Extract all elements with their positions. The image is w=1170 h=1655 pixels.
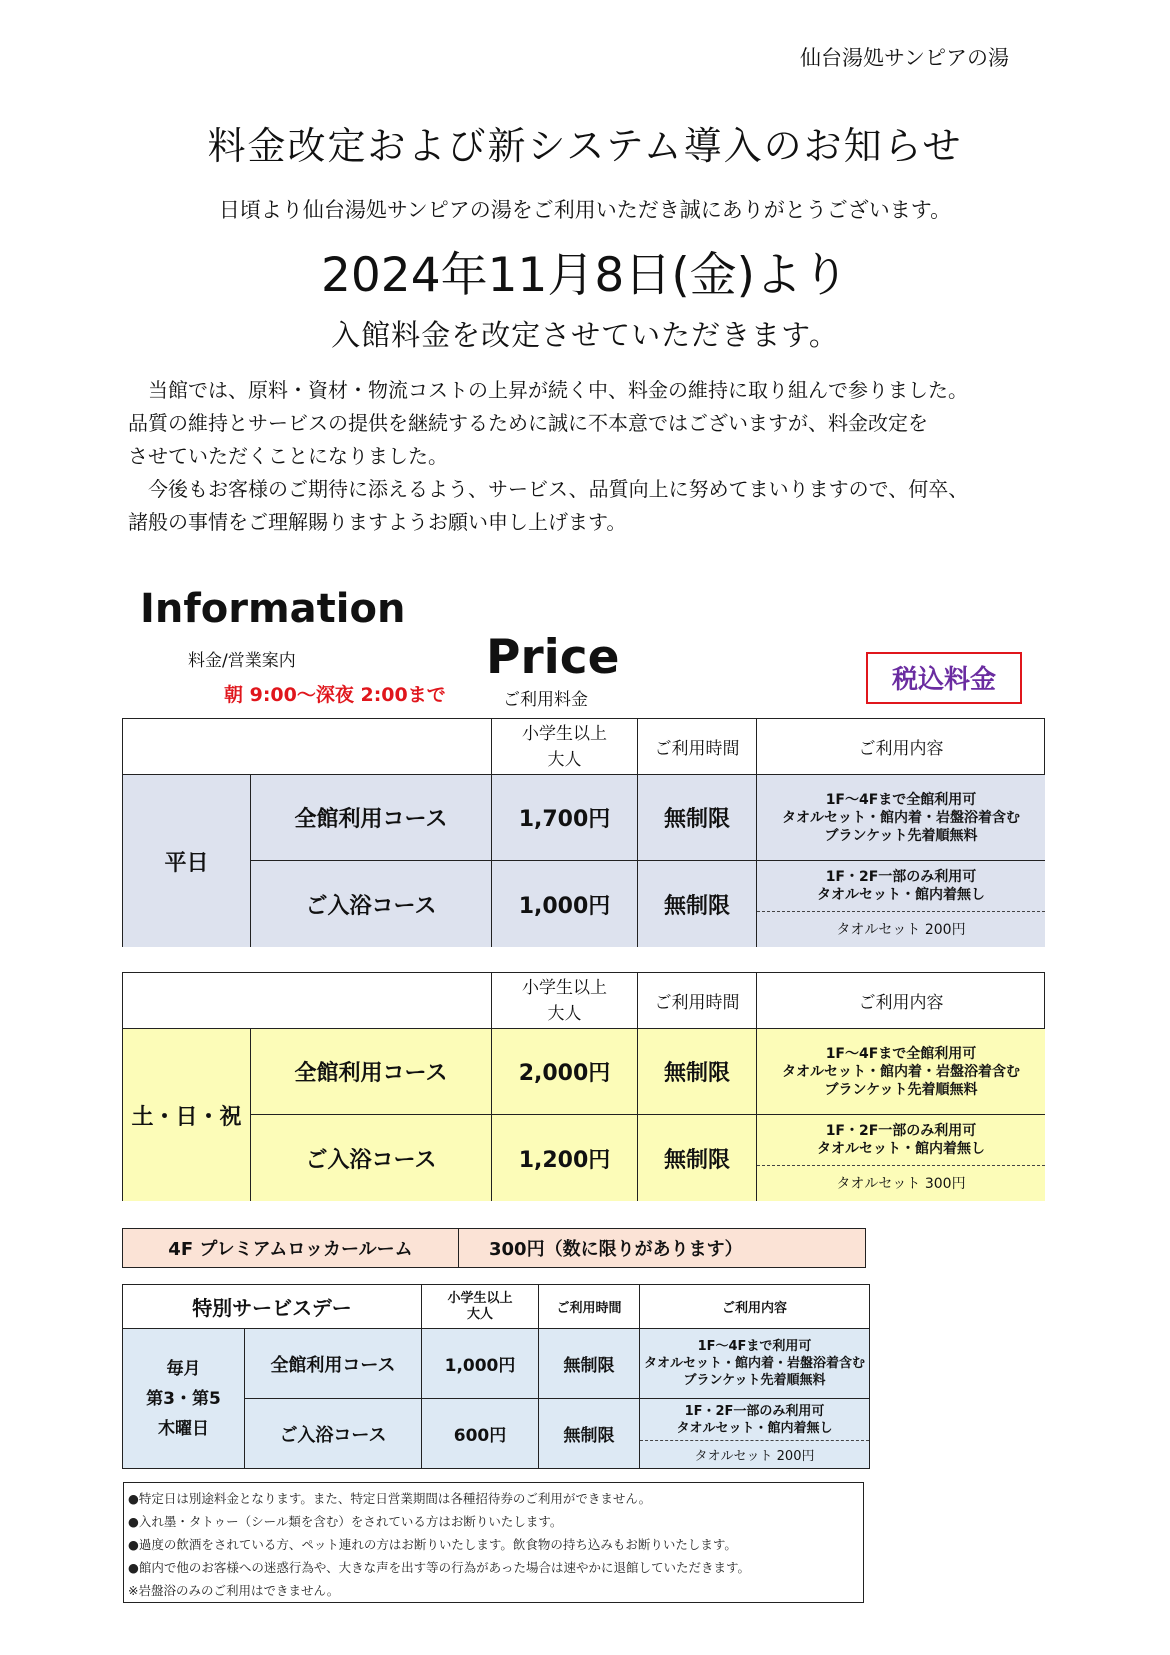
detail-line: ブランケット先着順無料 xyxy=(683,1373,826,1388)
course-name: ご入浴コース xyxy=(251,861,492,947)
note-line: ●特定日は別途料金となります。また、特定日営業期間は各種招待券のご利用ができません。 xyxy=(128,1491,652,1506)
detail-line: 1F～4Fまで利用可 xyxy=(697,1339,812,1354)
body-line: 品質の維持とサービスの提供を継続するために誠に不本意ではございますが、料金改定を xyxy=(128,411,928,435)
price-subtitle: ご利用料金 xyxy=(503,690,588,710)
course-price: 2,000円 xyxy=(492,1029,638,1115)
special-label-line: 第3・第5 xyxy=(146,1388,221,1409)
header-content: ご利用内容 xyxy=(757,719,1045,775)
detail-line: タオルセット・館内着・岩盤浴着含む xyxy=(643,1356,865,1371)
course-price: 1,200円 xyxy=(492,1115,638,1201)
header-age xyxy=(492,719,638,775)
header-time: ご利用時間 xyxy=(539,1285,640,1329)
page-title: 料金改定および新システム導入のお知らせ xyxy=(207,124,963,168)
special-title: 特別サービスデー xyxy=(123,1285,422,1329)
course-detail xyxy=(757,1029,1045,1115)
header-time: ご利用時間 xyxy=(638,719,757,775)
notes-box xyxy=(123,1482,864,1603)
price-heading: Price xyxy=(486,630,620,685)
detail-line: タオルセット・館内着無し xyxy=(817,1141,985,1157)
effective-date: 2024年11月8日(金)より xyxy=(321,248,849,303)
detail-line: タオルセット・館内着・岩盤浴着含む xyxy=(782,1063,1020,1080)
header-age-line2: 大人 xyxy=(547,749,582,770)
course-name: 全館利用コース xyxy=(251,775,492,861)
locker-label: 4F プレミアムロッカールーム xyxy=(123,1229,459,1267)
special-day-label xyxy=(123,1329,245,1468)
course-price: 1,700円 xyxy=(492,775,638,861)
header-age xyxy=(492,973,638,1029)
course-name: 全館利用コース xyxy=(245,1329,422,1399)
course-price: 1,000円 xyxy=(492,861,638,947)
course-time: 無制限 xyxy=(638,861,757,947)
note-line: ●入れ墨・タトゥー（シール類を含む）をされている方はお断りいたします。 xyxy=(128,1514,563,1529)
towel-price: タオルセット 200円 xyxy=(640,1441,869,1468)
detail-line: タオルセット・館内着・岩盤浴着含む xyxy=(782,809,1020,826)
towel-price: タオルセット 300円 xyxy=(757,1166,1045,1201)
detail-line: ブランケット先着順無料 xyxy=(824,827,978,844)
body-line: させていただくことになりました。 xyxy=(128,444,448,468)
greeting: 日頃より仙台湯処サンピアの湯をご利用いただき誠にありがとうございます。 xyxy=(218,198,952,222)
revision-notice: 入館料金を改定させていただきます。 xyxy=(331,318,839,352)
header-content: ご利用内容 xyxy=(757,973,1045,1029)
course-name: ご入浴コース xyxy=(251,1115,492,1201)
locker-row xyxy=(122,1228,866,1268)
course-price: 1,000円 xyxy=(422,1329,539,1399)
course-detail xyxy=(757,861,1045,912)
note-line: ※岩盤浴のみのご利用はできません。 xyxy=(128,1583,340,1598)
course-time: 無制限 xyxy=(638,775,757,861)
facility-name: 仙台湯処サンピアの湯 xyxy=(800,46,1009,70)
header-age-line1: 小学生以上 xyxy=(522,977,607,998)
course-time: 無制限 xyxy=(539,1399,640,1468)
header-blank xyxy=(123,973,492,1029)
header-age-line2: 大人 xyxy=(466,1306,493,1322)
header-age-line1: 小学生以上 xyxy=(522,723,607,744)
course-time: 無制限 xyxy=(638,1115,757,1201)
weekday-price-table xyxy=(122,718,1045,947)
course-time: 無制限 xyxy=(638,1029,757,1115)
course-detail xyxy=(640,1329,869,1399)
course-time: 無制限 xyxy=(539,1329,640,1399)
tax-included-badge: 税込料金 xyxy=(866,652,1022,704)
note-line: ●過度の飲酒をされている方、ペット連れの方はお断りいたします。飲食物の持ち込みもお断りいたします。 xyxy=(128,1537,737,1552)
header-time: ご利用時間 xyxy=(638,973,757,1029)
business-hours: 朝 9:00～深夜 2:00まで xyxy=(224,684,446,706)
header-blank xyxy=(123,719,492,775)
detail-line: 1F・2F一部のみ利用可 xyxy=(825,1123,977,1139)
information-subtitle: 料金/営業案内 xyxy=(188,651,296,671)
header-content: ご利用内容 xyxy=(640,1285,869,1329)
detail-line: 1F～4Fまで全館利用可 xyxy=(825,1045,977,1062)
towel-price: タオルセット 200円 xyxy=(757,912,1045,947)
special-day-table xyxy=(122,1284,870,1469)
course-name: ご入浴コース xyxy=(245,1399,422,1468)
day-label-weekday: 平日 xyxy=(123,775,251,947)
header-age-line1: 小学生以上 xyxy=(447,1290,513,1306)
body-text xyxy=(128,374,1128,539)
course-detail xyxy=(640,1399,869,1441)
detail-line: 1F～4Fまで全館利用可 xyxy=(825,791,977,808)
course-price: 600円 xyxy=(422,1399,539,1468)
day-label-holiday: 土・日・祝 xyxy=(123,1029,251,1201)
detail-line: タオルセット・館内着無し xyxy=(676,1420,833,1436)
detail-line: ブランケット先着順無料 xyxy=(824,1081,978,1098)
body-line: 当館では、原料・資材・物流コストの上昇が続く中、料金の維持に取り組んで参りました。 xyxy=(128,378,968,402)
information-heading: Information xyxy=(140,586,406,632)
course-name: 全館利用コース xyxy=(251,1029,492,1115)
header-age-line2: 大人 xyxy=(547,1003,582,1024)
special-label-line: 木曜日 xyxy=(158,1418,209,1439)
note-line: ●館内で他のお客様への迷惑行為や、大きな声を出す等の行為があった場合は速やかに退館していただきます。 xyxy=(128,1560,751,1575)
course-detail xyxy=(757,1115,1045,1166)
special-label-line: 毎月 xyxy=(166,1358,201,1379)
body-line: 今後もお客様のご期待に添えるよう、サービス、品質向上に努めてまいりますので、何卒、 xyxy=(128,477,969,501)
body-line: 諸般の事情をご理解賜りますようお願い申し上げます。 xyxy=(128,510,627,534)
detail-line: 1F・2F一部のみ利用可 xyxy=(684,1403,825,1419)
holiday-price-table xyxy=(122,972,1045,1201)
course-detail xyxy=(757,775,1045,861)
locker-price: 300円（数に限りがあります） xyxy=(489,1239,743,1260)
detail-line: 1F・2F一部のみ利用可 xyxy=(825,869,977,885)
detail-line: タオルセット・館内着無し xyxy=(817,887,985,903)
header-age xyxy=(422,1285,539,1329)
